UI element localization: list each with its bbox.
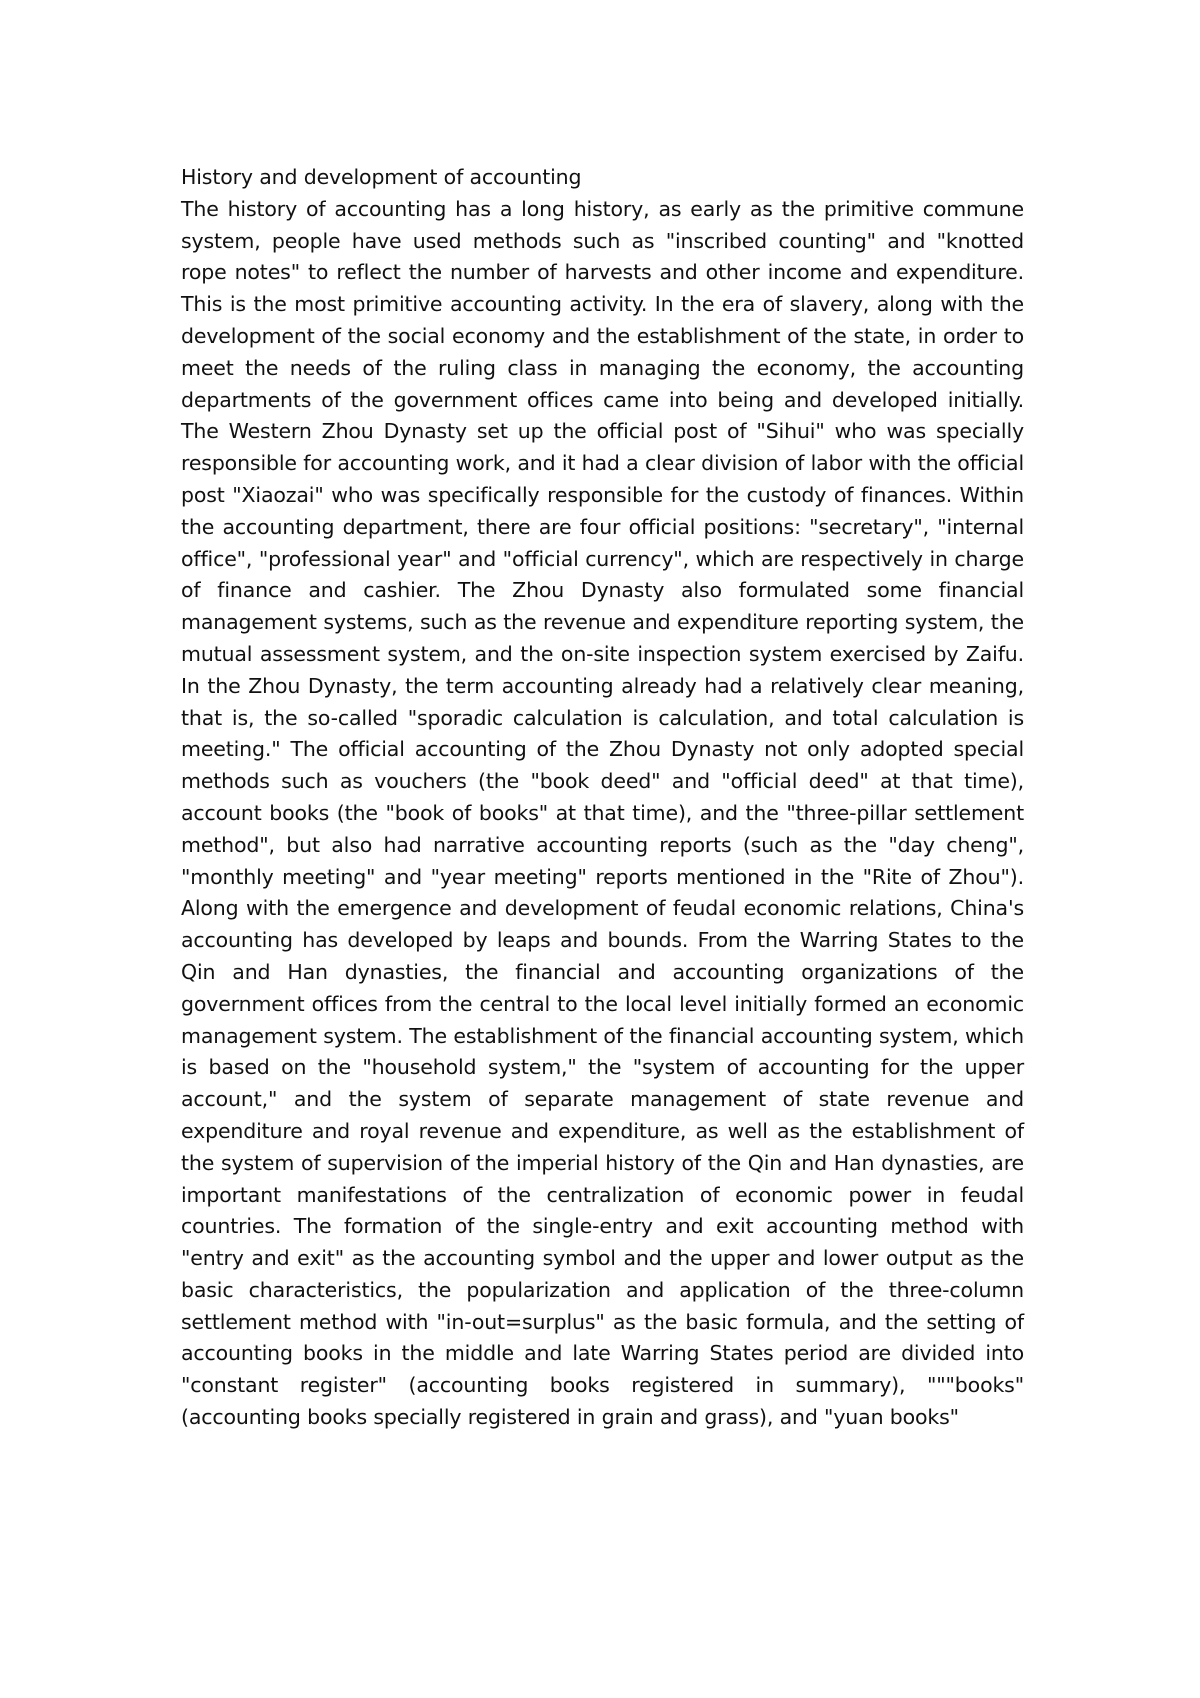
document-title: History and development of accounting xyxy=(181,165,582,189)
document-body-paragraph: The history of accounting has a long history, as early as the primitive commune system, people have used methods such as "inscribed counting" and "knotted rope notes" to reflect the number of harvests and other income and expenditure. This is the most primitive accounting activity. In the era of slavery, along with the development of the social economy and the establishment of the state, in order to meet the needs of the ruling class in managing the economy, the accounting departments of the government offices came into being and developed initially. The Western Zhou Dynasty set up the official post of "Sihui" who was specially responsible for accounting work, and it had a clear division of labor with the official post "Xiaozai" who was specifically responsible for the custody of finances. Within the accounting department, there are four official positions: "secretary", "internal office", "professional year" and "official currency", which are respectively in charge of finance and cashier. The Zhou Dynasty also formulated some financial management systems, such as the revenue and expenditure reporting system, the mutual assessment system, and the on-site inspection system exercised by Zaifu. In the Zhou Dynasty, the term accounting already had a relatively clear meaning, that is, the so-called "sporadic calculation is calculation, and total calculation is meeting." The official accounting of the Zhou Dynasty not only adopted special methods such as vouchers (the "book deed" and "official deed" at that time), account books (the "book of books" at that time), and the "three-pillar settlement method", but also had narrative accounting reports (such as the "day cheng", "monthly meeting" and "year meeting" reports mentioned in the "Rite of Zhou"). Along with the emergence and development of feudal economic relations, China's accounting has developed by leaps and bounds. From the Warring States to the Qin and Han dynasties, the financial and accounting organizations of the government offices from the central to the local level initially formed an economic management system. The establishment of the financial accounting system, which is based on the "household system," the "system of accounting for the upper account," and the system of separate management of state revenue and expenditure and royal revenue and expenditure, as well as the establishment of the system of supervision of the imperial history of the Qin and Han dynasties, are important manifestations of the centralization of economic power in feudal countries. The formation of the single-entry and exit accounting method with "entry and exit" as the accounting symbol and the upper and lower output as the basic characteristics, the popularization and application of the three-column settlement method with "in-out=surplus" as the basic formula, and the setting of accounting books in the middle and late Warring States period are divided into "constant register" (accounting books registered in summary), """books" (accounting books specially registered in grain and grass), and "yuan books" xyxy=(181,196,1024,1430)
document-text-block xyxy=(181,162,1024,1434)
